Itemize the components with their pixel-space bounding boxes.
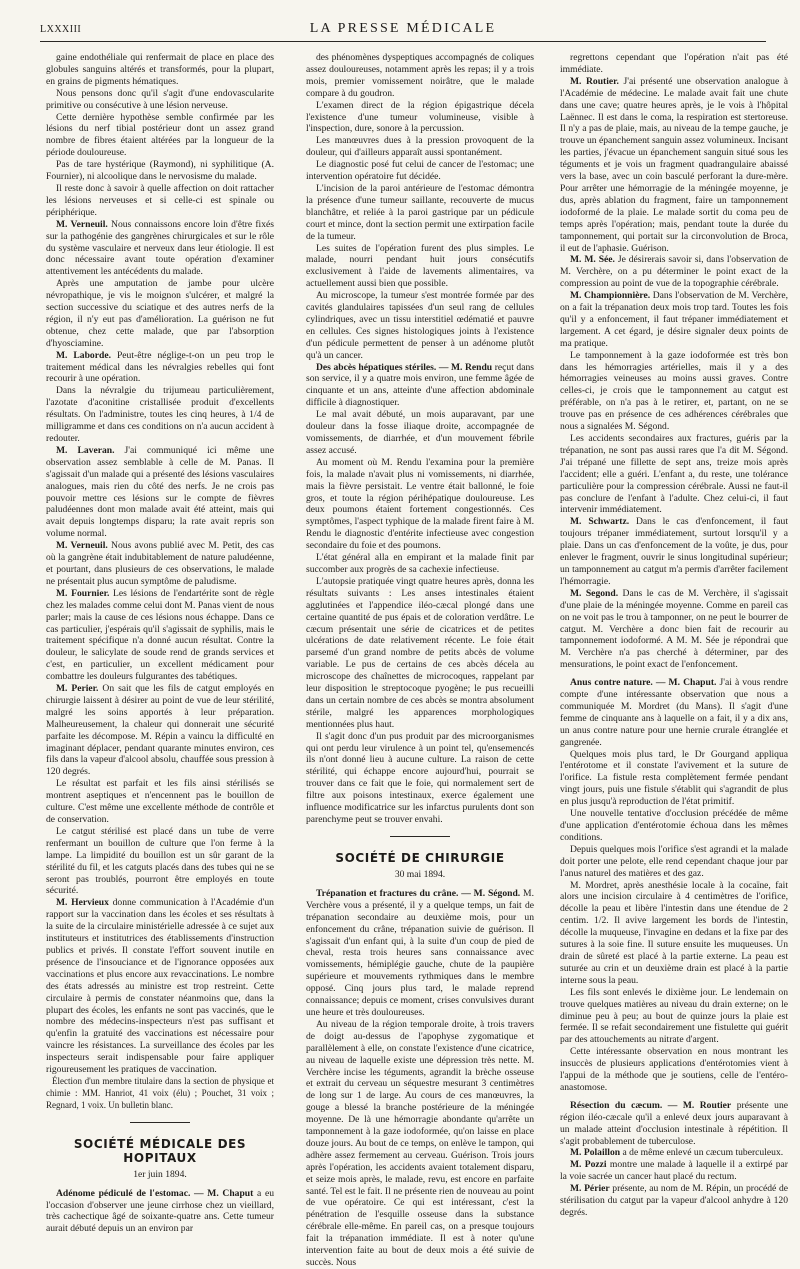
paragraph [560, 588, 788, 671]
section-divider [130, 1122, 190, 1123]
paragraph [46, 683, 274, 778]
paragraph: Cette intéressante observation en nous montrant les insuccès de plusieurs applications d'entérotomies vient à l'appui de la méthode que je soutiens, celle de l'entéro-anastomose. [560, 1046, 788, 1093]
paragraph-text: Je désirerais savoir si, dans l'observation de M. Verchère, on a pu déterminer le point exact de la compression au point de vue de la topographie cérébrale. [560, 254, 788, 290]
page-header [40, 20, 766, 42]
paragraph [560, 254, 788, 290]
paragraph: Le diagnostic posé fut celui de cancer de l'estomac; une intervention opératoire fut décidée. [306, 159, 534, 183]
paragraph: Les fils sont enlevés le dixième jour. Le lendemain on trouve quelques matières au niveau du drain externe; on le diminue peu à peu; au bout de quinze jours la plaie est fermée. Il se refait secondairement une fistulette qui guérit par des attouchements au nitrate d'argent. [560, 986, 788, 1046]
paragraph: Au niveau de la région temporale droite, à trois travers de doigt au-dessus de l'apophyse zygomatique et parallèlement à elle, on constate l'existence d'une cicatrice, au niveau de laquelle existe une dépression très nette. M. Verchère incise les téguments, agrandit la brèche osseuse et extrait du cerveau un séquestre mesurant 3 centimètres de long sur 1 de large. Au cours de ces manœuvres, la gouge a blessé la branche postérieure de la méningée moyenne. De là une hémorragie abondante qu'arrête un tamponnement à la gaze iodoformée, qu'on laisse en place douze jours. Au bout de ce temps, on enlève le tampon, qui adhère assez fermement au cerveau. Guérison. Trois jours après l'opération, les accidents avaient totalement disparu, et seize mois après, le malade, revu, est encore en parfaite santé. Tel est le fait. Il ne présente rien de nouveau au point de vue opératoire. Ce qui est intéressant, c'est la pénétration de l'esquille osseuse dans la substance cérébrale elle-même. En pareil cas, on a presque toujours fait la trépanation immédiate. Il est à noter qu'une intervention faite au bout de deux mois a été suivie de succès. Nous [306, 1018, 534, 1268]
article-title: Des abcès hépatiques stériles. — M. Rendu [316, 361, 493, 373]
paragraph: Le tamponnement à la gaze iodoformée est très bon dans les hémorragies artérielles, mais il y a des hémorragies veineuses au moins aussi graves. Contre celles-ci, je crois que le tamponnement au catgut est préférable, on n'a pas à le retirer, et, partant, on ne se trouve pas en présence de ces adhérences cérébrales que nous a signalées M. Ségond. [560, 349, 788, 433]
paragraph-text: Nous connaissons encore loin d'être fixés sur la pathogénie des gangrènes chirurgicales et sur le rôle du système vasculaire et nerveux dans leur étiologie. Il est donc nécessaire avant toute opération d'examiner attentivement les antécédents du malade. [46, 218, 274, 278]
paragraph: L'incision de la paroi antérieure de l'estomac démontra la présence d'une tumeur saillante, recouverte de mucus blanchâtre, et reliée à la paroi gastrique par un pédicule court et mince, dont la section permit une extirpation facile de la tumeur. [306, 182, 534, 242]
article-title: Résection du cæcum. — M. Routier [570, 1099, 732, 1111]
speaker-name: M. Routier. [570, 75, 619, 87]
speaker-name: M. Verneuil. [56, 540, 108, 552]
paragraph-text: Nous avons publié avec M. Petit, des cas où la gangrène était indubitablement de nature paludéenne, et pourtant, dans plusieurs de ces observations, le malade ne présentait plus aucun symptôme de paludisme. [46, 540, 274, 587]
journal-title: LA PRESSE MÉDICALE [309, 21, 497, 36]
paragraph-text: J'ai communiqué ici même une observation assez semblable à celle de M. Panas. Il s'agissait d'un malade qui a présenté des lésions vasculaires analogues, mais rien du côté des nerfs. Je ne crois pas pouvoir mettre ces lésions sur le compte de fièvres paludéennes dont mon malade avait été atteint, mais qui avait depuis longtemps disparu; la rate avait repris son volume normal. [46, 444, 274, 540]
speaker-name: M. Pozzi [570, 1159, 607, 1171]
paragraph [306, 362, 534, 410]
paragraph [560, 76, 788, 255]
paragraph [560, 1147, 788, 1159]
speaker-name: M. Polaillon [570, 1147, 621, 1159]
speaker-name: M. Fournier. [56, 587, 110, 599]
paragraph: M. Mordret, après anesthésie locale à la cocaïne, fait alors une incision circulaire à 4 centimètres de l'orifice, décolle la peau et libère l'intestin dans une étendue de 2 centim. 1/2. Il avive largement les bords de l'intestin, décolle la muqueuse, l'invagine en dedans et la fixe par des sutures à la soie fine. Il suture ensuite les muqueuses. Un drain de sûreté est placé à la partie externe. La peau est suturée au crin et un deuxième drain est placé à la partie interne sous la peau. [560, 879, 788, 986]
paragraph-text: présente une région iléo-cæcale qu'il a enlevé deux jours auparavant à un malade atteint d'occlusion intestinale à répétition. Il s'agit probablement de tuberculose. [560, 1099, 789, 1147]
paragraph [46, 897, 274, 1076]
paragraph-text: reçut dans son service, il y a quatre mois environ, une femme âgée de cinquante et un ans, atteinte d'une affection abdominale difficile à diagnostiquer. [306, 361, 534, 409]
paragraph-text: a eu l'occasion d'observer une jeune cirrhose chez un vieillard, très cachectique âgé de soixante-quatre ans. Cette tumeur aurait débuté depuis un an environ par [46, 1187, 274, 1235]
article-title: Trépanation et fractures du crâne. — M. Ségond. [316, 887, 521, 899]
speaker-name: M. Périer [570, 1183, 610, 1195]
speaker-name: M. Hervieux [56, 897, 109, 909]
paragraph-text: a de même enlevé un cæcum tuberculeux. [622, 1147, 784, 1159]
paragraph: des phénomènes dyspeptiques accompagnés de coliques assez douloureuses, notamment après les repas; il y a trois mois, premier vomissement noirâtre, que le malade compare à du goudron. [306, 52, 534, 99]
speaker-name: M. Laveran. [56, 444, 115, 456]
paragraph [560, 1159, 788, 1183]
election-note: Élection d'un membre titulaire dans la section de physique et chimie : MM. Hanriot, 41 voix (élu) ; Pouchet, 31 voix ; Regnard, 1 voix. Un bulletin blanc. [46, 1075, 274, 1110]
speaker-name: M. Schwartz. [570, 516, 630, 528]
article-title: Anus contre nature. — M. Chaput. [570, 677, 717, 689]
paragraph: L'état général alla en empirant et la malade finit par succomber aux progrès de sa cachexie infectieuse. [306, 552, 534, 575]
speaker-name: M. Championnière. [570, 290, 651, 302]
paragraph-text: Peut-être néglige-t-on un peu trop le traitement médical dans les névralgies rebelles qui font recourir à une opération. [46, 349, 274, 385]
paragraph: Les suites de l'opération furent des plus simples. Le malade, nourri pendant huit jours consécutifs exclusivement à l'aide de lavements alimentaires, va actuellement aussi bien que possible. [306, 242, 534, 290]
paragraph-text: On sait que les fils de catgut employés en chirurgie laissent à désirer au point de vue de leur stérilité, malgré les soins apportés à leur préparation. Malheureusement, la chaleur qui donnerait une sécurité parfaite les décompose. M. Répin a vaincu la difficulté en imaginant déplacer, pendant quarante minutes environ, ces fils dans la vapeur d'alcool absolu, chauffée sous pression à 120 degrés. [46, 683, 275, 778]
paragraph: Après une amputation de jambe pour ulcère névropathique, je vis le moignon s'ulcérer, et malgré la section successive du sciatique et des autres nerfs de la région, il n'y eut pas d'amélioration. La guérison ne fut obtenue, chez cette malade, que par l'absorption d'hyosciamine. [46, 278, 274, 349]
paragraph-text: Dans le cas d'enfoncement, il faut toujours trépaner immédiatement, surtout lorsqu'il y a plaie. Dans un cas d'enfoncement de la voûte, je dus, pour enlever le fragment, ouvrir le sinus longitudinal supérieur; un tamponnement au catgut m'a permis d'arrêter facilement l'hémorragie. [560, 516, 788, 587]
paragraph: Au microscope, la tumeur s'est montrée formée par des cavités glandulaires tapissées d'un seul rang de cellules cylindriques, avec un tissu interstitiel œdématié et pauvre en cellules. Ces signes histologiques joints à l'existence d'un pédicule permettent de penser à un adénome plutôt qu'à un cancer. [306, 290, 534, 361]
paragraph [46, 219, 274, 279]
paragraph: Le résultat est parfait et les fils ainsi stérilisés se montrent aseptiques et n'encennent pas le bouillon de culture. C'est même une excellente méthode de contrôle et de conservation. [46, 778, 274, 825]
article-title: Adénome pédiculé de l'estomac. — M. Chaput [56, 1187, 254, 1199]
speaker-name: M. Verneuil. [56, 218, 108, 230]
paragraph-text: donne communication à l'Académie d'un rapport sur la vaccination dans les écoles et ses résultats à la suite de la circulaire ministérielle adressée à ce sujet aux instituteurs et institutrices des établissements d'instruction publics et privés. Il constate l'effort souvent inutile en présence de l'insouciance et de l'ignorance opposées aux vaccinations et plus encore aux revaccinations. Le nombre des états adressés au ministre est trop restreint. Cette circulaire à permis de constater néanmoins que, dans la plupart des écoles, les enfants ne sont pas vaccinés, que le nombre des médecins-inspecteurs n'est pas suffisant et qu'enfin la gratuité des vaccinations est nécessaire pour vaincre les résistances. La surveillance des écoles par les inspecteurs serait indispensable pour faire appliquer rigoureusement les pratiques de vaccination. [46, 897, 274, 1076]
paragraph-text: Dans le cas de M. Verchère, il s'agissait d'une plaie de la méningée moyenne. Comme en pareil cas on ne voit pas le trou à tamponner, on ne peut le bourrer de catgut. M. Verchère a donc bien fait de recourir au tamponnement iodoformé. A M. M. Sée je répondrai que M. Verchère n'a pas cherché à déterminer, par des mensurations, le point exact de l'enfoncement. [560, 587, 789, 671]
paragraph: Quelques mois plus tard, le Dr Gourgand appliqua l'entérotome et il constate l'avivement et la suture de l'orifice. La fistule resta complètement fermée pendant vingt jours, puis une fistule s'établit qui s'agrandit de plus en plus jusqu'à reproduction de l'état primitif. [560, 748, 788, 808]
page-number: LXXXIII [40, 24, 82, 35]
paragraph: Le catgut stérilisé est placé dans un tube de verre renfermant un bouillon de culture que l'on ferme à la lampe. La limpidité du bouillon est un sûr garant de la stérilité du fil, et les catguts placés dans des tubes qui ne se seront pas troublés, pourront être employés en toute sécurité. [46, 825, 274, 897]
paragraph: L'autopsie pratiquée vingt quatre heures après, donna les résultats suivants : Les anses intestinales étaient agglutinées et l'appendice iléo-cæcal plongé dans une certaine quantité de pus épais et de coloration verdâtre. Le cæcum présentait une série de cicatrices et de petites ulcérations de date relativement récente. Le foie était parsemé d'un grand nombre de petits abcès de volume variable. Le pus de certains de ces abcès décela au microscope des chaînettes de microcoques, rappelant par leur disposition le streptocoque pyogène; le pus recueilli dans un certain nombre de ces abcès se montra absolument stérile, malgré les apparences morphologiques mentionnées plus haut. [306, 575, 534, 730]
paragraph [560, 1100, 788, 1148]
paragraph: Le mal avait débuté, un mois auparavant, par une douleur dans la fosse iliaque droite, accompagnée de vomissements, de diarrhée, et d'un mouvement fébrile assez accusé. [306, 409, 534, 456]
column-left [46, 52, 275, 1235]
paragraph: Une nouvelle tentative d'occlusion précédée de même d'une application d'entérotomie échoua dans les mêmes conditions. [560, 808, 788, 843]
paragraph: Nous pensons donc qu'il s'agit d'une endovascularite primitive ou consécutive à une lésion nerveuse. [46, 87, 274, 111]
paragraph: Pas de tare hystérique (Raymond), ni syphilitique (A. Fournier), ni alcoolique dans le nervosisme du malade. [46, 159, 274, 183]
column-middle [306, 52, 534, 1268]
paragraph-text: Dans l'observation de M. Verchère, on a fait la trépanation deux mois trop tard. Toutes les fois qu'il y a enfoncement, il faut trépaner immédiatement et largement. A cet égard, je désire signaler deux points de ma pratique. [560, 290, 788, 349]
paragraph-text: montre une malade à laquelle il a extirpé par la voie sacrée un cancer haut placé du rectum. [560, 1159, 789, 1183]
paragraph [560, 290, 788, 350]
paragraph [560, 516, 788, 587]
paragraph: Depuis quelques mois l'orifice s'est agrandi et la malade doit porter une pelote, elle rend cependant chaque jour par l'anus naturel des matières et des gaz. [560, 843, 788, 879]
paragraph: L'examen direct de la région épigastrique décela l'existence d'une tumeur volumineuse, visible à l'inspection, dure, sonore à la percussion. [306, 99, 534, 135]
paragraph: Cette dernière hypothèse semble confirmée par les lésions du nerf tibial postérieur dont un assez grand nombre de fibres étaient altérées par la longueur de la période douloureuse. [46, 111, 274, 159]
speaker-name: M. M. Sée. [570, 254, 615, 266]
paragraph-text: M. Verchère vous a présenté, il y a quelque temps, un fait de trépanation secondaire au deuxième mois, pour un enfoncement du crâne, trépanation suivie de guérison. Il s'agissait d'un enfant qui, à la suite d'un coup de pied de cheval, resta trois heures sans connaissance avec vomissements, hémiplégie gauche, chute de la paupière supérieure et mouvements rythmiques dans le membre opposé. Cinq jours plus tard, le malade reprend connaissance; depuis ce moment, crises convulsives durant une heure et très douloureuses. [306, 887, 534, 1018]
section-title: SOCIÉTÉ MÉDICALE DES HOPITAUX [73, 1136, 247, 1165]
column-right [560, 52, 789, 1218]
speaker-name: M. Perier. [56, 683, 99, 695]
speaker-name: M. Laborde. [56, 349, 111, 361]
paragraph [560, 1183, 788, 1219]
speaker-name: M. Segond. [570, 587, 619, 599]
paragraph [46, 588, 274, 683]
paragraph [46, 540, 274, 588]
paragraph: gaine endothéliale qui renfermait de place en place des globules sanguins altérés et transformés, pour la plupart, en grains de pigments hématiques. [46, 52, 274, 87]
paragraph: Les manœuvres dues à la pression provoquent de la douleur, qui d'ailleurs apparaît aussi spontanément. [306, 135, 534, 159]
paragraph: Il reste donc à savoir à quelle affection on doit rattacher les lésions nerveuses et si celle-ci est spinale ou périphérique. [46, 182, 274, 218]
section-date: 30 mai 1894. [394, 868, 446, 880]
paragraph: Au moment où M. Rendu l'examina pour la première fois, la malade n'avait plus ni vomissements, ni diarrhée, mais la fièvre persistait. Le ventre était ballonné, le foie gros, et toute la région périhépatique douloureuse. Les deux poumons étaient fortement congestionnés. Ces symptômes, l'aspect typhique de la malade firent faire à M. Rendu le diagnostic d'entérite infectieuse avec congestion secondaire du foie et des poumons. [306, 456, 534, 552]
paragraph [46, 1188, 274, 1236]
paragraph [46, 445, 274, 540]
paragraph [560, 677, 788, 748]
paragraph: Dans la névralgie du trijumeau particulièrement, l'azotate d'aconitine cristallisée produit d'excellents résultats. On l'administre, toutes les cinq heures, à 1/4 de milligramme et dans ces conditions on n'a aucun accident à redouter. [46, 385, 274, 444]
paragraph-text: Les lésions de l'endartérite sont de règle chez les malades comme celui dont M. Panas vient de nous parler; mais la cause de ces lésions nous échappe. Dans ce cas particulier, j'espérais qu'il s'agissait de syphilis, mais le traitement spécifique n'a donné aucun résultat. Contre la douleur, le salicylate de soude rend de grands services et c'est, en particulier, un excellent médicament pour combattre les douleurs fulgurantes des tabétiques. [46, 587, 274, 683]
section-title: SOCIÉTÉ DE CHIRURGIE [335, 850, 505, 865]
paragraph [306, 888, 534, 1019]
paragraph-text: J'ai présenté une observation analogue à l'Académie de médecine. Le malade avait fait une chute dans une cave; quatre heures après, je le vois à l'hôpital Laënnec. Il est dans le coma, la respiration est stertoreuse. Il n'y a pas de plaie, mais, au niveau de la tempe gauche, je trouve un épanchement sanguin assez volumineux. Incisant les parties, j'évacue un épanchement sanguin situé sous les téguments et je vois un fragment quadrangulaire abaissé vers la base, avec un coin basculé perforant la dure-mère. Pour arrêter une hémorragie de la méningée moyenne, je dus, après ablation du fragment, faire un tamponnement iodoformé de la plaie. Le malade sortit du coma peu de temps après l'opération; mais, pendant toute la durée du tamponnement, qui portait sur la circonvolution de Broca, il eut de l'aphasie. Guérison. [560, 75, 789, 254]
section-date: 1er juin 1894. [133, 1168, 187, 1180]
paragraph: Les accidents secondaires aux fractures, guéris par la trépanation, ne sont pas aussi rares que l'a dit M. Ségond. J'ai trépané une fillette de sept ans, treize mois après l'accident; elle a guéri. L'enfant a, du reste, une tolérance particulière pour la compression cérébrale. Aussi ne faut-il pas conclure de l'enfant à l'adulte. Chez celui-ci, il faut intervenir immédiatement. [560, 433, 788, 516]
paragraph: regrettons cependant que l'opération n'ait pas été immédiate. [560, 52, 788, 75]
paragraph-text: présente, au nom de M. Répin, un procédé de stérilisation du catgut par la vapeur d'alcool anhydre à 120 degrés. [560, 1183, 788, 1218]
paragraph-text: J'ai à vous rendre compte d'une intéressante observation que nous a communiquée M. Mordret (du Mans). Il s'agit d'une femme de cinquante ans à laquelle on a fait, il y a dix ans, un anus contre nature pour une hernie crurale étranglée et gangrenée. [560, 677, 788, 748]
section-divider [390, 836, 450, 837]
paragraph: Il s'agit donc d'un pus produit par des microorganismes qui ont perdu leur virulence à un point tel, qu'ensemencés ils n'ont donné lieu à aucune culture. La raison de cette stérilité, qui échappe encore aujourd'hui, pourrait se trouver dans ce fait que le foie, qui normalement sert de filtre aux poisons intestinaux, exerce également une influence modificatrice sur les infarctus purulents dont son parenchyme peut se trouver envahi. [306, 730, 534, 825]
paragraph [46, 350, 274, 386]
